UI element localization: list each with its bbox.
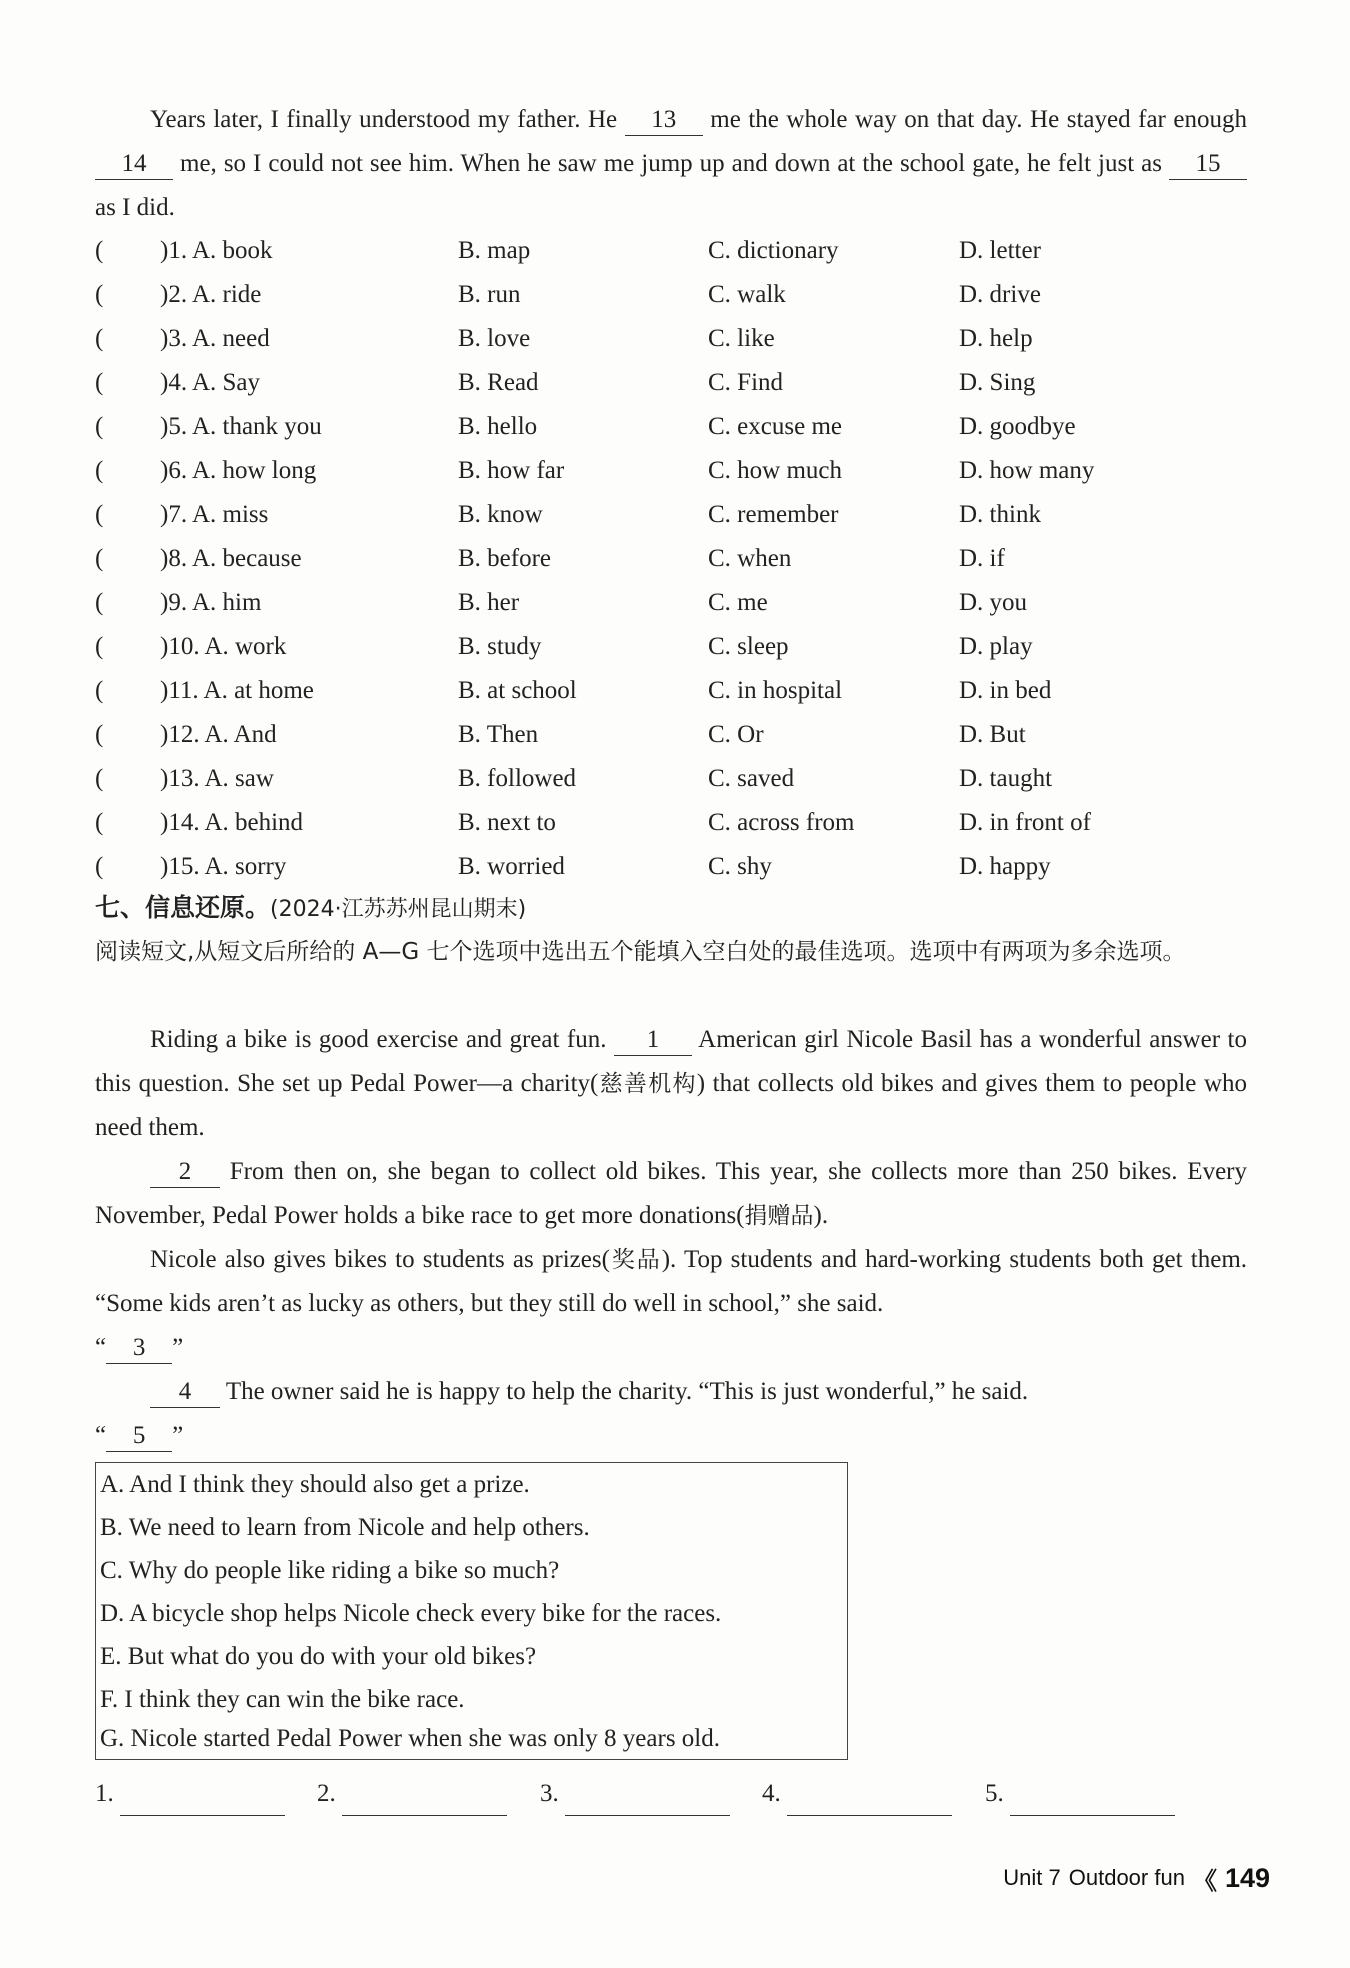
passage-text: The owner said he is happy to help the charity. “This is just wonderful,” he said. bbox=[225, 1378, 1029, 1405]
page-footer bbox=[1003, 1860, 1270, 1896]
answer-line[interactable] bbox=[787, 1787, 952, 1816]
passage-text: ). Top students and hard-working students both get them. “Some kids aren’t as lucky as others, but they still do well in school,” she said. bbox=[95, 1246, 1248, 1317]
option-d: D. how many bbox=[959, 457, 1095, 484]
option-c: C. shy bbox=[708, 853, 772, 880]
option-b: B. map bbox=[458, 237, 531, 264]
answer-paren[interactable]: ( bbox=[95, 633, 104, 660]
answer-paren[interactable]: ( bbox=[95, 545, 104, 572]
passage-text: as I did. bbox=[95, 194, 175, 221]
quote-line-5 bbox=[95, 1414, 1247, 1458]
option-d: D. happy bbox=[959, 853, 1051, 880]
option-b: B. hello bbox=[458, 413, 538, 440]
passage-paragraph-4 bbox=[95, 1370, 1247, 1414]
quote-line-3 bbox=[95, 1326, 1247, 1370]
option-c: C. like bbox=[708, 325, 775, 352]
option-c: C. remember bbox=[708, 501, 839, 528]
option-d: D. think bbox=[959, 501, 1041, 528]
answer-paren[interactable]: ( bbox=[95, 765, 104, 792]
chinese-gloss: 捐赠品 bbox=[744, 1203, 814, 1229]
instruction-text: 阅读短文,从短文后所给的 A—G 七个选项中选出五个能填入空白处的最佳选项。选项中有两项为多余选项。 bbox=[95, 939, 1186, 965]
option-c: C. sleep bbox=[708, 633, 789, 660]
option-a: )2. A. ride bbox=[160, 281, 262, 308]
option-b: B. next to bbox=[458, 809, 556, 836]
option-b: B. study bbox=[458, 633, 542, 660]
blank-14: 14 bbox=[95, 149, 173, 180]
option-d: D. Sing bbox=[959, 369, 1036, 396]
answer-slot-1[interactable] bbox=[95, 1772, 285, 1816]
option-d: D. in front of bbox=[959, 809, 1091, 836]
passage-text: ) that collects old bikes and gives them to people who need them. bbox=[95, 1070, 1247, 1141]
passage-text: me the whole way on that day. He stayed far enough bbox=[710, 106, 1248, 133]
answer-label: 1. bbox=[95, 1780, 114, 1807]
answer-label: 4. bbox=[762, 1780, 781, 1807]
option-c: C. in hospital bbox=[708, 677, 843, 704]
passage-paragraph-3 bbox=[95, 1238, 1247, 1326]
option-item: C. Why do people like riding a bike so much? bbox=[100, 1557, 560, 1584]
option-b: B. Then bbox=[458, 721, 539, 748]
option-item: B. We need to learn from Nicole and help others. bbox=[100, 1514, 590, 1541]
option-b: B. love bbox=[458, 325, 531, 352]
option-a: )15. A. sorry bbox=[160, 853, 287, 880]
options-box bbox=[95, 1462, 848, 1760]
passage-paragraph-1 bbox=[95, 1018, 1247, 1150]
option-a: )9. A. him bbox=[160, 589, 262, 616]
option-d: D. if bbox=[959, 545, 1005, 572]
blank-1: 1 bbox=[614, 1025, 692, 1056]
passage-text: Nicole also gives bikes to students as prizes( bbox=[150, 1246, 610, 1273]
option-a: )12. A. And bbox=[160, 721, 277, 748]
option-d: D. goodbye bbox=[959, 413, 1076, 440]
blank-5: 5 bbox=[106, 1421, 172, 1452]
answer-paren[interactable]: ( bbox=[95, 457, 104, 484]
option-d: D. you bbox=[959, 589, 1028, 616]
passage-text: me, so I could not see him. When he saw me jump up and down at the school gate, he felt just as bbox=[180, 150, 1162, 177]
passage-paragraph-2 bbox=[95, 1150, 1247, 1238]
blank-15: 15 bbox=[1169, 149, 1247, 180]
option-c: C. when bbox=[708, 545, 792, 572]
answer-paren[interactable]: ( bbox=[95, 413, 104, 440]
option-a: )10. A. work bbox=[160, 633, 287, 660]
answer-paren[interactable]: ( bbox=[95, 501, 104, 528]
answer-line[interactable] bbox=[1010, 1787, 1175, 1816]
option-item: G. Nicole started Pedal Power when she was only 8 years old. bbox=[100, 1725, 720, 1752]
option-c: C. Find bbox=[708, 369, 784, 396]
option-c: C. dictionary bbox=[708, 237, 839, 264]
chinese-gloss: 奖品 bbox=[609, 1247, 662, 1273]
option-a: )13. A. saw bbox=[160, 765, 274, 792]
blank-2: 2 bbox=[150, 1157, 220, 1188]
passage-text: Years later, I finally understood my father. He bbox=[150, 106, 618, 133]
answer-slot-4[interactable] bbox=[762, 1772, 952, 1816]
answer-paren[interactable]: ( bbox=[95, 809, 104, 836]
option-b: B. at school bbox=[458, 677, 577, 704]
option-c: C. across from bbox=[708, 809, 855, 836]
answer-paren[interactable]: ( bbox=[95, 325, 104, 352]
answer-paren[interactable]: ( bbox=[95, 721, 104, 748]
answer-slot-2[interactable] bbox=[317, 1772, 507, 1816]
option-d: D. But bbox=[959, 721, 1026, 748]
option-d: D. taught bbox=[959, 765, 1053, 792]
answer-paren[interactable]: ( bbox=[95, 237, 104, 264]
blank-4: 4 bbox=[150, 1377, 220, 1408]
chinese-gloss: 慈善机构 bbox=[598, 1071, 697, 1097]
option-b: B. know bbox=[458, 501, 543, 528]
option-item: E. But what do you do with your old bikes? bbox=[100, 1643, 537, 1670]
answer-paren[interactable]: ( bbox=[95, 853, 104, 880]
passage-text: From then on, she began to collect old bikes. This year, she collects more than 250 bikes. Every November, Pedal Power holds a bike race to get more donations( bbox=[95, 1158, 1248, 1229]
option-c: C. how much bbox=[708, 457, 843, 484]
answer-line[interactable] bbox=[342, 1787, 507, 1816]
option-item: F. I think they can win the bike race. bbox=[100, 1686, 465, 1713]
option-a: )7. A. miss bbox=[160, 501, 269, 528]
passage-text: American girl Nicole Basil has a wonderful answer to this question. She set up Pedal Power—a charity( bbox=[95, 1026, 1247, 1097]
option-item: D. A bicycle shop helps Nicole check every bike for the races. bbox=[100, 1600, 722, 1627]
option-b: B. run bbox=[458, 281, 521, 308]
option-b: B. her bbox=[458, 589, 520, 616]
passage-text: Riding a bike is good exercise and great fun. bbox=[150, 1026, 607, 1053]
option-item: A. And I think they should also get a prize. bbox=[100, 1471, 530, 1498]
section-instruction bbox=[95, 930, 1247, 974]
option-b: B. Read bbox=[458, 369, 539, 396]
section-title bbox=[95, 886, 526, 932]
page-number: 149 bbox=[1224, 1862, 1270, 1893]
option-b: B. followed bbox=[458, 765, 577, 792]
chevron-left-icon: 《 bbox=[1192, 1867, 1211, 1895]
answer-label: 5. bbox=[985, 1780, 1004, 1807]
option-a: )8. A. because bbox=[160, 545, 302, 572]
passage-ending bbox=[95, 98, 1247, 230]
answer-slot-5[interactable] bbox=[985, 1772, 1175, 1816]
answer-paren[interactable]: ( bbox=[95, 369, 104, 396]
section-source: (2024·江苏苏州昆山期末) bbox=[270, 897, 527, 922]
section-heading: 七、信息还原。 bbox=[95, 893, 271, 922]
answer-paren[interactable]: ( bbox=[95, 281, 104, 308]
answer-paren[interactable]: ( bbox=[95, 677, 104, 704]
option-a: )6. A. how long bbox=[160, 457, 317, 484]
option-b: B. before bbox=[458, 545, 552, 572]
answer-paren[interactable]: ( bbox=[95, 589, 104, 616]
option-d: D. drive bbox=[959, 281, 1041, 308]
option-c: C. walk bbox=[708, 281, 786, 308]
option-d: D. in bed bbox=[959, 677, 1052, 704]
option-a: )11. A. at home bbox=[160, 677, 314, 704]
answer-slot-3[interactable] bbox=[540, 1772, 730, 1816]
blank-13: 13 bbox=[625, 105, 703, 136]
option-a: )4. A. Say bbox=[160, 369, 260, 396]
close-quote: ” bbox=[172, 1334, 184, 1361]
open-quote: “ bbox=[95, 1334, 107, 1361]
option-c: C. me bbox=[708, 589, 768, 616]
option-a: )14. A. behind bbox=[160, 809, 304, 836]
blank-3: 3 bbox=[106, 1333, 172, 1364]
option-d: D. help bbox=[959, 325, 1033, 352]
option-c: C. saved bbox=[708, 765, 795, 792]
answer-line[interactable] bbox=[565, 1787, 730, 1816]
open-quote: “ bbox=[95, 1422, 107, 1449]
unit-title: Outdoor fun bbox=[1068, 1865, 1185, 1890]
unit-label: Unit 7 bbox=[1003, 1865, 1061, 1890]
option-d: D. letter bbox=[959, 237, 1041, 264]
answer-lines bbox=[0, 1772, 1350, 1816]
option-a: )5. A. thank you bbox=[160, 413, 322, 440]
answer-line[interactable] bbox=[120, 1787, 285, 1816]
option-a: )3. A. need bbox=[160, 325, 270, 352]
close-quote: ” bbox=[172, 1422, 184, 1449]
answer-label: 3. bbox=[540, 1780, 559, 1807]
option-c: C. excuse me bbox=[708, 413, 842, 440]
option-b: B. how far bbox=[458, 457, 565, 484]
option-d: D. play bbox=[959, 633, 1033, 660]
option-c: C. Or bbox=[708, 721, 764, 748]
option-a: )1. A. book bbox=[160, 237, 273, 264]
option-b: B. worried bbox=[458, 853, 565, 880]
passage-text: ). bbox=[813, 1202, 829, 1229]
answer-label: 2. bbox=[317, 1780, 336, 1807]
